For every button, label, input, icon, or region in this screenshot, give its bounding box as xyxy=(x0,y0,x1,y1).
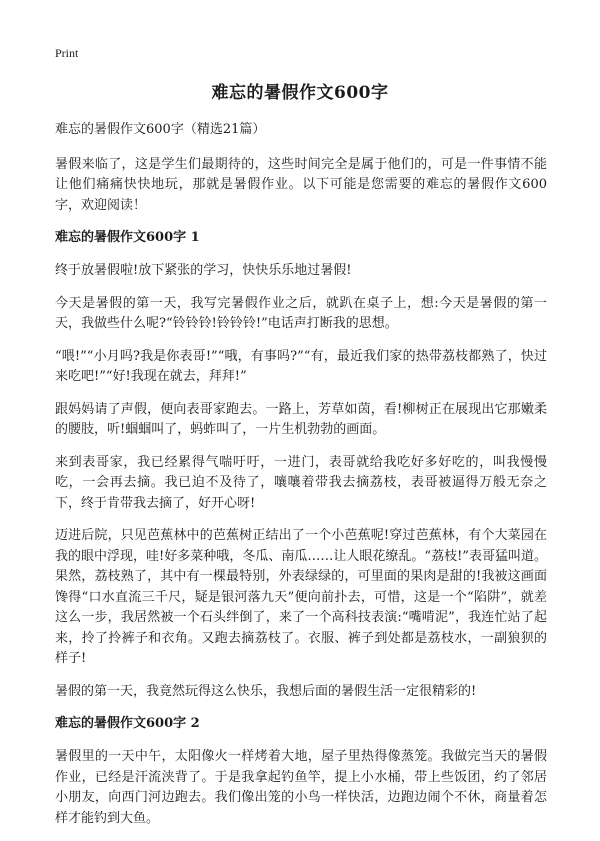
article-body xyxy=(55,120,547,841)
essay-section-1 xyxy=(55,228,547,702)
paragraph: 终于放暑假啦!放下紧张的学习，快快乐乐地过暑假! xyxy=(55,263,352,278)
paragraph: 今天是暑假的第一天，我写完暑假作业之后，就趴在桌子上，想:今天是暑假的第一天，我做些什么呢?“铃铃铃!铃铃铃!”电话声打断我的思想。 xyxy=(55,295,547,331)
paragraph: 迈进后院，只见芭蕉林中的芭蕉树正结出了一个小芭蕉呢!穿过芭蕉林，有个大菜园在我的眼中浮现，哇!好多菜种哦，冬瓜、南瓜……让人眼花缭乱。“荔枝!”表哥猛叫道。果然，荔枝熟了，其中有一棵最特别，外表绿绿的，可里面的果肉是甜的!我被这画面馋得“口水直流三千尺，疑是银河落九天”便向前扑去，可惜，这是一个“陷阱”，就差这么一步，我居然被一个石头绊倒了，来了一个高科技表演:“嘴啃泥”，我连忙站了起来，拎了拎裤子和衣角。又跑去摘荔枝了。衣服、裤子到处都是荔枝水，一副狼狈的样子! xyxy=(55,528,547,666)
article-title: 难忘的暑假作文600字 xyxy=(211,83,389,103)
section-heading: 难忘的暑假作文600字 1 xyxy=(55,230,200,245)
article-intro: 暑假来临了，这是学生们最期待的，这些时间完全是属于他们的，可是一件事情不能让他们痛痛快快地玩，那就是暑假作业。以下可能是您需要的难忘的暑假作文600字，欢迎阅读！ xyxy=(55,156,547,213)
article-subtitle: 难忘的暑假作文600字（精选21篇） xyxy=(55,122,266,137)
print-link[interactable]: Print xyxy=(55,46,79,60)
section-heading: 难忘的暑假作文600字 2 xyxy=(55,716,200,731)
paragraph: 来到表哥家，我已经累得气喘吁吁，一进门，表哥就给我吃好多好吃的，叫我慢慢吃，一会再去摘。我已迫不及待了，嚷嚷着带我去摘荔枝，表哥被逼得万般无奈之下，终于肯带我去摘了，好开心呀! xyxy=(55,454,547,511)
paragraph: 跟妈妈请了声假，便向表哥家跑去。一路上，芳草如茵，看!柳树正在展现出它那嫩柔的腰肢，听!蝈蝈叫了，蚂蚱叫了，一片生机勃勃的画面。 xyxy=(55,401,547,437)
paragraph: 暑假里的一天中午，太阳像火一样烤着大地，屋子里热得像蒸笼。我做完当天的暑假作业，已经是汗流浃背了。于是我拿起钓鱼竿，提上小水桶，带上些饭团，约了邻居小朋友，向西门河边跑去。我们像出笼的小鸟一样快活，边跑边闹个不休，商量着怎样才能钓到大鱼。 xyxy=(55,749,547,826)
essay-section-2 xyxy=(55,714,547,829)
paragraph: 暑假的第一天，我竟然玩得这么快乐，我想后面的暑假生活一定很精彩的! xyxy=(55,683,477,699)
paragraph: “喂!”“小月吗?我是你表哥!”“哦，有事吗?”“有，最近我们家的热带荔枝都熟了，快过来吃吧!”“好!我现在就去，拜拜!” xyxy=(55,348,547,384)
